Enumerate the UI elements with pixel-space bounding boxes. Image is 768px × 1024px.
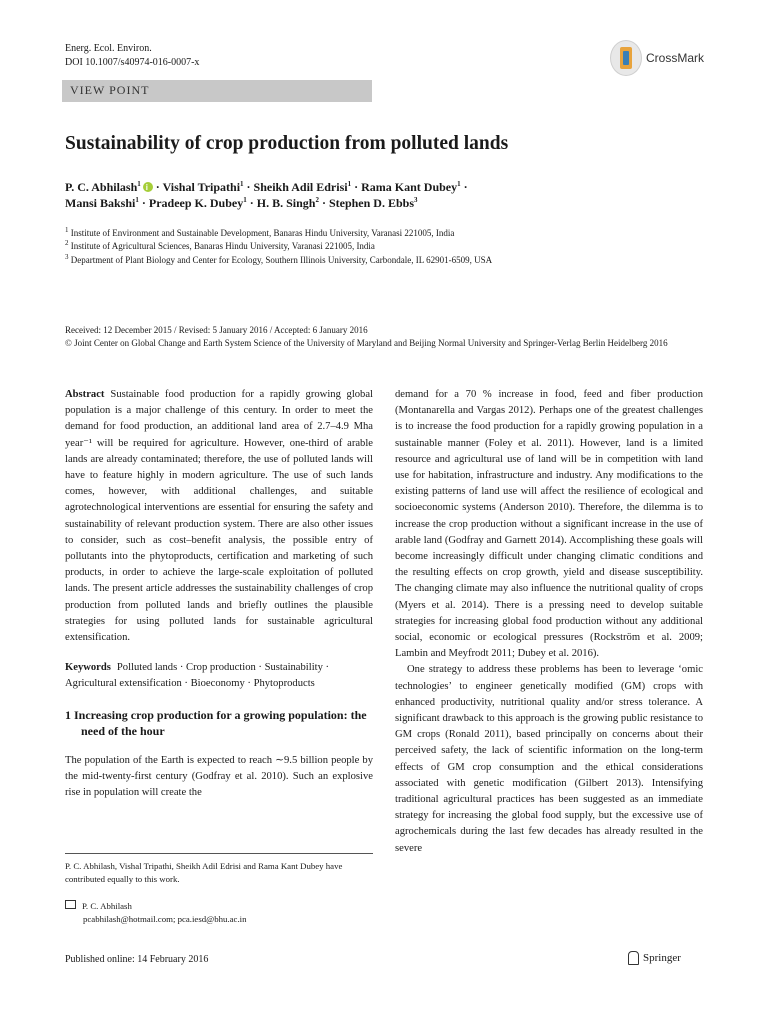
publisher-logo bbox=[628, 951, 681, 965]
author-line-1: P. C. Abhilash$^1$i · Vishal Tripathi$^1$ · Sheikh Adil Edrisi$^1$ · Rama Kant Dubey$^1$ · bbox=[65, 179, 468, 195]
article-history bbox=[65, 324, 710, 350]
author-name[interactable]: Sheikh Adil Edrisi bbox=[253, 180, 348, 194]
affiliation: $^2$ Institute of Agricultural Sciences, Banaras Hindu University, Varanasi 221005, India bbox=[65, 239, 375, 251]
crossmark-icon bbox=[610, 40, 642, 76]
received-dates: Received: 12 December 2015 / Revised: 5 January 2016 / Accepted: 6 January 2016 bbox=[65, 325, 368, 335]
author-name[interactable]: Mansi Bakshi bbox=[65, 196, 136, 210]
crossmark-badge[interactable] bbox=[610, 40, 704, 76]
correspondence bbox=[65, 900, 373, 926]
author-name[interactable]: Rama Kant Dubey bbox=[361, 180, 458, 194]
corresponding-author: P. C. Abhilash bbox=[82, 901, 132, 911]
section-intro: The population of the Earth is expected to reach ∼9.5 billion people by the mid-twenty-first century (Godfray et al. 2010). Such an explosive rise in population will create the bbox=[65, 754, 373, 799]
abstract-text: Sustainable food production for a rapidly growing global population is a major challenge of this century. In order to meet the demand for food production, an additional land area of 2.7–4.9 Mha year⁻¹ will be required for agriculture. However, one-third of arable lands are already contaminated; therefore, the use of polluted lands will have to feature highly in modern agriculture. The use of such lands comes, however, with additional challenges, and suitable agrotechnological interventions are essential for ensuring the safety and sustainability of relevant production system. There are also other issues to consider, such as cost–benefit analysis, the possible entry of pollutants into the phytoproducts, certification and marketing of such products, in order to achieve the large-scale exploitation of polluted lands. The present article addresses the sustainability challenges of crop production from polluted lands and briefly outlines the plausible strategies for using polluted lands for sustainable agricultural extensification. bbox=[65, 389, 373, 644]
author-name[interactable]: Pradeep K. Dubey bbox=[148, 196, 244, 210]
keywords bbox=[65, 660, 373, 692]
springer-horse-icon bbox=[628, 951, 639, 965]
journal-name: Energ. Ecol. Environ. bbox=[65, 43, 152, 54]
left-column bbox=[65, 387, 373, 801]
paper-title: Sustainability of crop production from polluted lands bbox=[65, 133, 509, 154]
affiliation: $^1$ Institute of Environment and Sustainable Development, Banaras Hindu University, Varanasi 221005, India bbox=[65, 226, 455, 238]
envelope-icon bbox=[65, 900, 76, 909]
publisher-name: Springer bbox=[643, 952, 681, 964]
author-name[interactable]: P. C. Abhilash bbox=[65, 180, 138, 194]
abstract bbox=[65, 387, 373, 646]
keywords-label: Keywords bbox=[65, 662, 111, 674]
author-name[interactable]: H. B. Singh bbox=[256, 196, 316, 210]
author-name[interactable]: Stephen D. Ebbs bbox=[328, 196, 414, 210]
body-paragraph: demand for a 70 % increase in food, feed and fiber production (Montanarella and Vargas 2012). Perhaps one of the greatest challenges is to increase the food production for a rapidly growing population in a sustainable manner (Foley et al. 2011). However, land is a limited resource and agricultural use of land will be in competition with land use for habitation, infrastructure and industry. Any modifications to the existing patterns of land use will affect the resilience of ecological and socioeconomic systems (Anderson 2010). Therefore, the dilemma is to increase the crop production without a significant increase in the use of arable land (Godfray and Garnett 2014). Accomplishing these goals will become increasingly difficult under changing climatic conditions and the resulting effects on crop growth, yield and disease susceptibility. The changing climate may also influence the nutritional quality of crops (Myers et al. 2014). There is a pressing need to develop suitable strategies for increasing global food production without any additional social, economic or ecological pressures (Rockström et al. 2009; Lambin and Meyfrodt 2011; Dubey et al. 2016). bbox=[395, 389, 703, 660]
affiliation: $^3$ Department of Plant Biology and Center for Ecology, Southern Illinois University, Carbondale, IL 62901-6509, USA bbox=[65, 253, 493, 265]
footnote-divider bbox=[65, 853, 373, 854]
keywords-text: Polluted lands · Crop production · Sustainability · Agricultural extensification · Bioeconomy · Phytoproducts bbox=[65, 662, 330, 690]
author-line-2: Mansi Bakshi$^1$ · Pradeep K. Dubey$^1$ · H. B. Singh$^2$ · Stephen D. Ebbs$^3$ bbox=[65, 196, 418, 210]
section-type-label: VIEW POINT bbox=[70, 83, 150, 97]
published-date: Published online: 14 February 2016 bbox=[65, 954, 209, 965]
footnote: P. C. Abhilash, Vishal Tripathi, Sheikh Adil Edrisi and Rama Kant Dubey have contributed equally to this work. bbox=[65, 861, 343, 884]
author-name[interactable]: Vishal Tripathi bbox=[162, 180, 241, 194]
section-type-bar bbox=[62, 80, 372, 102]
section-heading: 1 Increasing crop production for a growing population: the need of the hour bbox=[65, 707, 367, 738]
crossmark-label: CrossMark bbox=[646, 51, 705, 65]
copyright: © Joint Center on Global Change and Earth System Science of the University of Maryland and Beijing Normal University and Springer-Verlag Berlin Heidelberg 2016 bbox=[65, 338, 668, 348]
author-email[interactable]: pcabhilash@hotmail.com; pca.iesd@bhu.ac.in bbox=[83, 914, 247, 924]
body-paragraph: One strategy to address these problems has been to leverage ‘omic technologies’ to engineer genetically modified (GM) crops with enhanced productivity, nutritional quality and/or stress tolerance. A significant drawback to this approach is the growing public resistance to GM crops (Ronald 2011), based principally on concerns about their perceived safety, the lack of scientific information on the long-term effects of GM crop consumption and the ethical considerations associated with genetic modification (Gilbert 2013). Intensifying traditional agricultural practices has been suggested as an immediate strategy for increasing the global food supply, but the excessive use of agrochemicals during the last few decades has already resulted in the severe bbox=[395, 664, 703, 854]
right-column bbox=[395, 387, 703, 857]
abstract-label: Abstract bbox=[65, 389, 105, 400]
doi: DOI 10.1007/s40974-016-0007-x bbox=[65, 57, 200, 68]
orcid-icon[interactable] bbox=[143, 182, 153, 192]
